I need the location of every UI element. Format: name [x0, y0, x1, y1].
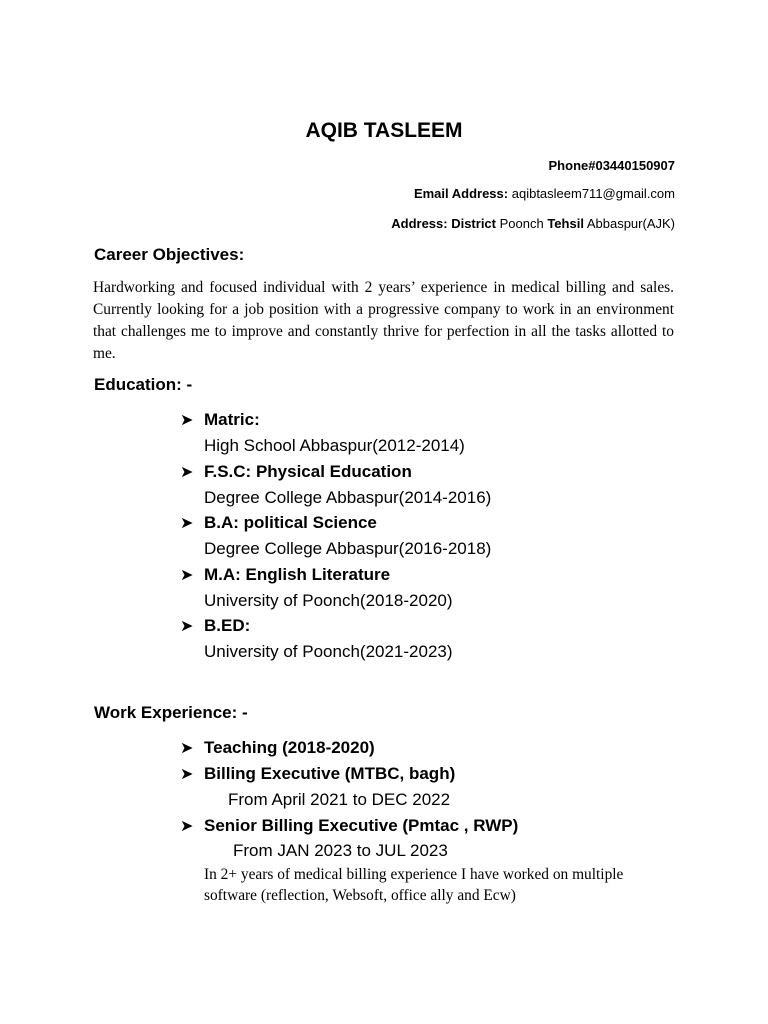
education-title: B.A: political Science [204, 513, 377, 532]
phone-line [549, 157, 675, 175]
education-heading: Education: - [94, 375, 193, 394]
arrow-bullet-icon: ➤ [180, 618, 194, 635]
work-heading: Work Experience: - [94, 703, 248, 722]
education-title: F.S.C: Physical Education [204, 462, 412, 481]
work-title: Billing Executive (MTBC, bagh) [204, 764, 456, 783]
education-title: B.ED: [204, 616, 251, 635]
education-title: M.A: English Literature [204, 565, 391, 584]
education-item [180, 511, 377, 536]
education-item [180, 460, 412, 485]
arrow-bullet-icon: ➤ [180, 766, 194, 783]
work-item [180, 814, 518, 839]
phone-text: Phone#03440150907 [548, 158, 675, 173]
arrow-bullet-icon: ➤ [180, 740, 194, 757]
work-item [180, 736, 375, 761]
address-district: Poonch [499, 216, 544, 231]
arrow-bullet-icon: ➤ [180, 464, 194, 481]
arrow-bullet-icon: ➤ [180, 567, 194, 584]
email-value: aqibtasleem711@gmail.com [511, 186, 675, 201]
education-detail: High School Abbaspur(2012-2014) [204, 436, 465, 455]
education-detail: Degree College Abbaspur(2014-2016) [204, 488, 492, 507]
email-line [414, 185, 675, 203]
work-dates: From April 2021 to DEC 2022 [228, 790, 451, 809]
education-item [180, 408, 260, 433]
education-detail: University of Poonch(2018-2020) [204, 591, 453, 610]
address-line [391, 215, 675, 233]
education-item [180, 614, 250, 639]
address-tehsil: Abbaspur(AJK) [586, 216, 675, 231]
experience-note: In 2+ years of medical billing experience I have worked on multiple software (reflection, Websoft, office ally and Ecw) [204, 866, 624, 904]
address-tehsil-label: Tehsil [547, 216, 584, 231]
address-label: Address: District [391, 216, 496, 231]
email-label: Email Address: [413, 186, 509, 201]
work-item [180, 762, 455, 787]
career-paragraph: Hardworking and focused individual with 2 years’ experience in medical billing and sales. Currently looking for a job position with a progressive company to work in an environment that challenges me to improve and constantly thrive for perfection in all the tasks allotted to me. [93, 279, 674, 362]
education-item [180, 563, 390, 588]
education-detail: Degree College Abbaspur(2016-2018) [204, 539, 492, 558]
arrow-bullet-icon: ➤ [180, 515, 194, 532]
arrow-bullet-icon: ➤ [180, 818, 194, 835]
education-detail: University of Poonch(2021-2023) [204, 642, 453, 661]
arrow-bullet-icon: ➤ [180, 412, 194, 429]
education-title: Matric: [204, 410, 260, 429]
career-heading: Career Objectives: [94, 245, 245, 264]
work-title: Teaching (2018-2020) [204, 738, 375, 757]
work-dates: From JAN 2023 to JUL 2023 [233, 841, 448, 860]
work-title: Senior Billing Executive (Pmtac , RWP) [204, 816, 519, 835]
candidate-name: AQIB TASLEEM [305, 119, 463, 142]
